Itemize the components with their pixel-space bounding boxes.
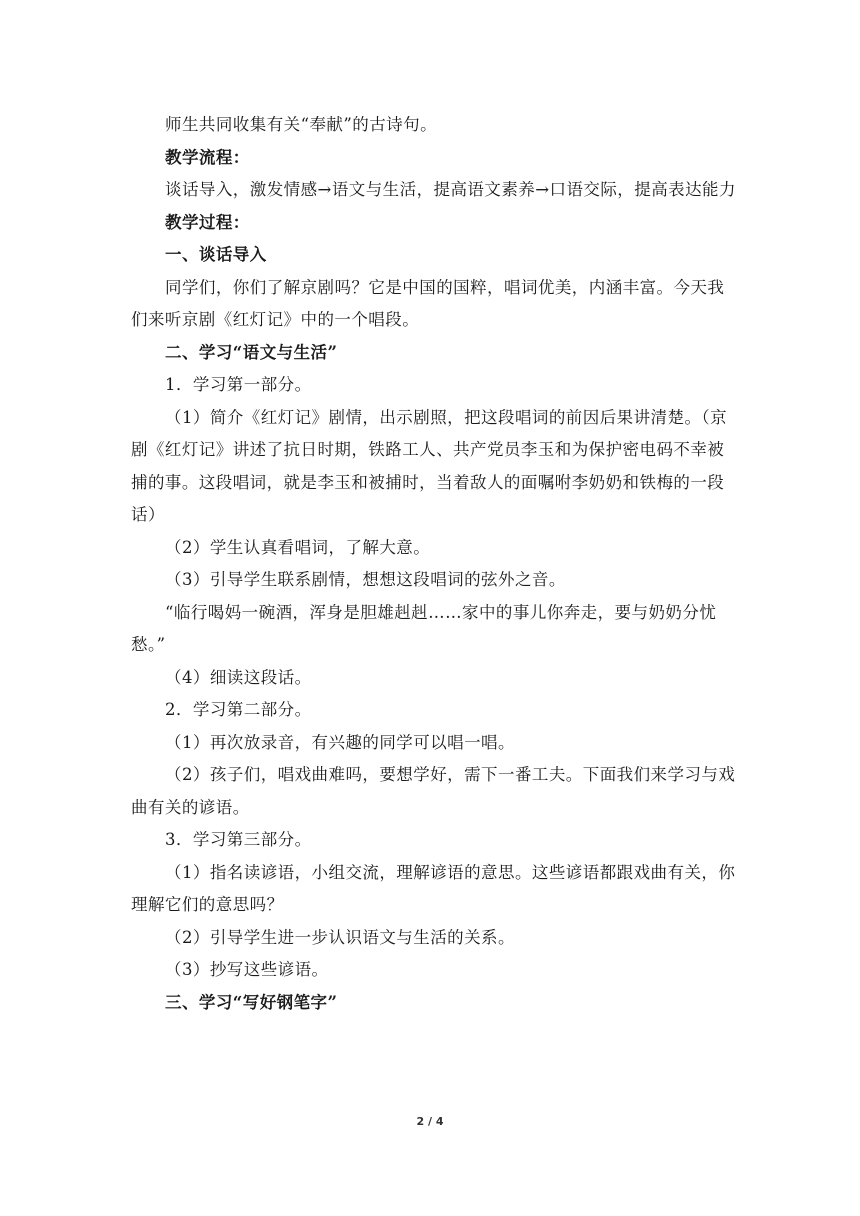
section-heading: 三、学习“写好钢笔字” bbox=[165, 992, 338, 1012]
paragraph: （1）指名读谚语，小组交流，理解谚语的意思。这些谚语都跟戏曲有关，你理解它们的意思吗？ bbox=[131, 862, 736, 914]
paragraph: （2）引导学生进一步认识语文与生活的关系。 bbox=[165, 927, 515, 947]
document-body bbox=[131, 109, 741, 1019]
section-heading: 二、学习“语文与生活” bbox=[165, 342, 338, 362]
paragraph: 师生共同收集有关“奉献”的古诗句。 bbox=[165, 115, 438, 134]
section-heading: 一、谈话导入 bbox=[165, 245, 267, 264]
paragraph: （1）再次放录音，有兴趣的同学可以唱一唱。 bbox=[165, 732, 515, 752]
paragraph: “临行喝妈一碗酒，浑身是胆雄赳赳……家中的事儿你奔走，要与奶奶分忧愁。” bbox=[131, 602, 717, 654]
section-heading: 教学过程： bbox=[165, 212, 250, 232]
paragraph: 1．学习第一部分。 bbox=[165, 375, 312, 394]
page-number: 2 / 4 bbox=[416, 1115, 444, 1128]
paragraph: （4）细读这段话。 bbox=[165, 667, 312, 687]
paragraph: （3）抄写这些谚语。 bbox=[165, 960, 329, 979]
paragraph: （2）孩子们，唱戏曲难吗，要想学好，需下一番工夫。下面我们来学习与戏曲有关的谚语。 bbox=[131, 765, 736, 817]
paragraph: 同学们，你们了解京剧吗？它是中国的国粹，唱词优美，内涵丰富。今天我们来听京剧《红灯记》中的一个唱段。 bbox=[131, 277, 725, 329]
paragraph: 谈话导入，激发情感→语文与生活，提高语文素养→口语交际，提高表达能力 bbox=[165, 180, 736, 199]
paragraph: （1）简介《红灯记》剧情，出示剧照，把这段唱词的前因后果讲清楚。（京剧《红灯记》讲述了抗日时期，铁路工人、共产党员李玉和为保护密电码不幸被捕的事。这段唱词，就是李玉和被捕时，当着敌人的面嘱咐李奶奶和铁梅的一段话） bbox=[131, 407, 728, 524]
paragraph: （3）引导学生联系剧情，想想这段唱词的弦外之音。 bbox=[165, 570, 566, 589]
section-heading: 教学流程： bbox=[165, 147, 250, 167]
paragraph: 2．学习第二部分。 bbox=[165, 700, 312, 719]
paragraph: 3．学习第三部分。 bbox=[165, 830, 312, 849]
paragraph: （2）学生认真看唱词，了解大意。 bbox=[165, 537, 431, 557]
